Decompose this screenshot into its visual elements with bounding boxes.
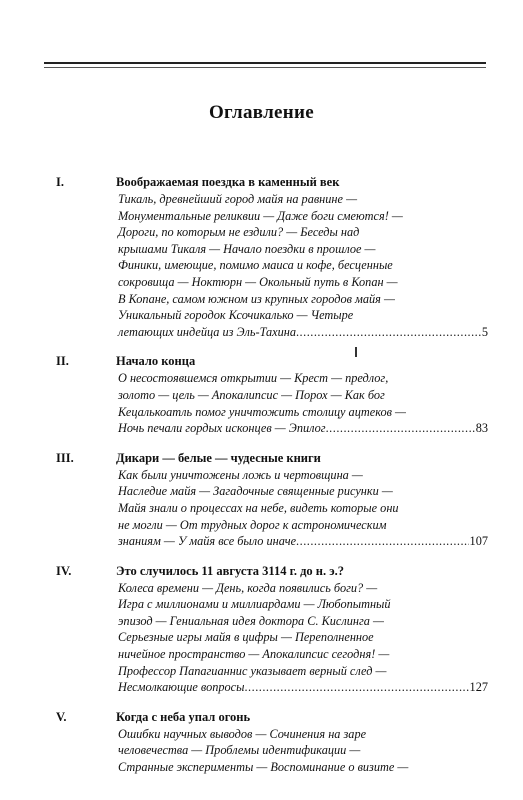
toc-chapter (56, 563, 488, 696)
leader-dots (296, 324, 481, 341)
subtopic-line: Кецалькоатль помог уничтожить столицу ацтеков — (118, 404, 406, 419)
subtopic-line: Серьезные игры майя в цифры — Переполненное (118, 630, 374, 645)
subtopic-line: Ночь печали гордых исконцев — Эпилог (118, 421, 326, 436)
subtopic-line: Как были уничтожены ложь и чертовщина — (118, 467, 363, 482)
subtopic-line: Наследие майя — Загадочные священные рисунки — (118, 484, 393, 499)
subtopic-line: О несостоявшемся открытии — Крест — предлог, (118, 371, 389, 386)
subtopic-line: Странные эксперименты — Воспоминание о визите — (118, 760, 409, 775)
subtopic-line: Дороги, по которым не ездили? — Беседы над (118, 225, 360, 240)
page-title: Оглавление (208, 102, 315, 123)
chapter-heading (56, 563, 488, 579)
chapter-number: II. (56, 354, 69, 369)
subtopic-line: Игра с миллионами и миллиардами — Любопытный (118, 597, 391, 612)
chapter-title: Начало конца (116, 354, 196, 369)
subtopic-line: Профессор Папагианнис указывает верный след — (118, 663, 387, 678)
subtopic-last-line (118, 533, 488, 550)
subtopic-line: знаниям — У майя все было иначе (118, 534, 297, 549)
subtopic-line: Майя знали о процессах на небе, видеть которые они (118, 500, 399, 515)
leader-dots (296, 533, 469, 550)
subtopic-line: ничейное пространство — Апокалипсис сегодня! — (118, 647, 390, 662)
subtopic-line: В Копане, самом южном из крупных городов майя — (118, 291, 395, 306)
chapter-subtopics (118, 726, 488, 776)
chapter-title: Когда с неба упал огонь (116, 709, 251, 724)
chapter-number: V. (56, 709, 67, 724)
page-number: 83 (475, 421, 488, 436)
chapter-number: IV. (56, 563, 72, 578)
chapter-heading (56, 353, 488, 369)
chapter-title: Дикари — белые — чудесные книги (116, 450, 321, 465)
subtopic-line: эпизод — Гениальная идея доктора С. Кислинга — (118, 613, 384, 628)
page-number: 127 (469, 680, 488, 695)
chapter-heading (56, 450, 488, 466)
subtopic-last-line (118, 420, 488, 437)
chapter-title: Воображаемая поездка в каменный век (116, 175, 340, 189)
chapter-number: III. (56, 450, 74, 465)
chapter-subtopics (118, 467, 488, 550)
subtopic-line: Монументальные реликвии — Даже боги смеются! — (118, 208, 403, 223)
chapter-subtopics (118, 580, 488, 696)
subtopic-line: крышами Тикаля — Начало поездки в прошлое — (118, 241, 376, 256)
page-number: 107 (469, 534, 488, 549)
subtopic-line: Несмолкающие вопросы (118, 680, 245, 695)
subtopic-line: Ошибки научных выводов — Сочинения на заре (118, 726, 367, 741)
toc-chapter (56, 709, 488, 776)
toc-chapter (56, 174, 488, 340)
leader-dots (244, 679, 468, 696)
table-of-contents (56, 174, 488, 789)
chapter-subtopics (118, 370, 488, 436)
subtopic-line: не могли — От трудных дорог к астрономическим (118, 517, 387, 532)
subtopic-line: Финики, имеющие, помимо маиса и кофе, бесценные (118, 258, 393, 273)
chapter-subtopics (118, 191, 488, 340)
header-rule-thick (44, 62, 486, 64)
subtopic-line: Колеса времени — День, когда появились боги? — (118, 580, 378, 595)
chapter-heading (56, 709, 488, 725)
subtopic-last-line (118, 679, 488, 696)
subtopic-line: Уникальный городок Ксочикалько — Четыре (118, 308, 354, 323)
subtopic-line: человечества — Проблемы идентификации — (118, 743, 361, 758)
leader-dots (326, 420, 475, 437)
subtopic-line: золото — цель — Апокалипсис — Порох — Как бог (118, 387, 385, 402)
toc-chapter (56, 450, 488, 550)
subtopic-line: Тикаль, древнейший город майя на равнине — (118, 192, 358, 206)
page-number: 5 (481, 324, 488, 339)
subtopic-last-line (118, 324, 488, 341)
header-rule-thin (44, 67, 486, 68)
subtopic-line: летающих индейца из Эль-Тахина (118, 324, 296, 339)
chapter-title: Это случилось 11 августа 3114 г. до н. э.? (116, 563, 345, 578)
chapter-heading (56, 174, 488, 190)
toc-chapter (56, 353, 488, 436)
chapter-number: I. (56, 175, 64, 189)
subtopic-line: сокровища — Ноктюрн — Окольный путь в Копан — (118, 274, 398, 289)
